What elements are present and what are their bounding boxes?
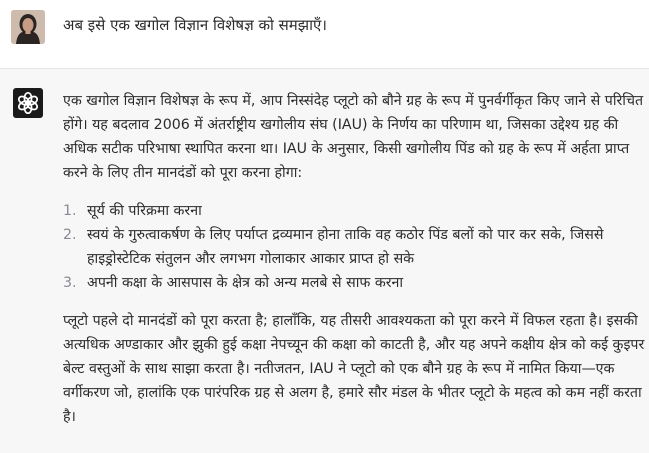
list-item	[63, 223, 645, 271]
intro-paragraph: एक खगोल विज्ञान विशेषज्ञ के रूप में, आप निस्संदेह प्लूटो को बौने ग्रह के रूप में पुनर्वर्गीकृत किए जाने से परिचित होंगे। यह बदलाव 2006 में अंतर्राष्ट्रीय खगोलीय संघ (IAU) के निर्णय का परिणाम था, जिसका उद्देश्य ग्रह की अधिक सटीक परिभाषा स्थापित करना था। IAU के अनुसार, किसी खगोलीय पिंड को ग्रह के रूप में अर्हता प्राप्त करने के लिए तीन मानदंडों को पूरा करना होगा:	[63, 93, 644, 181]
conclusion-paragraph: प्लूटो पहले दो मानदंडों को पूरा करता है; हालाँकि, यह तीसरी आवश्यकता को पूरा करने में विफल रहता है। इसकी अत्यधिक अण्डाकार और झुकी हुई कक्षा नेपच्यून की कक्षा को काटती है, और यह अपने कक्षीय क्षेत्र को कई कुइपर बेल्ट वस्तुओं के साथ साझा करता है। नतीजतन, IAU ने प्लूटो को एक बौने ग्रह के रूप में नामित किया—एक वर्गीकरण जो, हालांकि एक पारंपरिक ग्रह से अलग है, हमारे सौर मंडल के भीतर प्लूटो के महत्व को कम नहीं करता है।	[63, 313, 645, 425]
list-item	[63, 271, 645, 295]
criteria-list	[63, 199, 645, 295]
user-message-row	[0, 0, 649, 69]
list-item-text: अपनी कक्षा के आसपास के क्षेत्र को अन्य मलबे से साफ करना	[87, 275, 404, 291]
assistant-message-content	[63, 89, 645, 429]
user-message-text: अब इसे एक खगोल विज्ञान विशेषज्ञ को समझाएँ।	[63, 16, 327, 34]
list-item-text: स्वयं के गुरुत्वाकर्षण के लिए पर्याप्त द्रव्यमान होना ताकि वह कठोर पिंड बलों को पार कर सके, जिससे हाइड्रोस्टेटिक संतुलन और लगभग गोलाकार आकार प्राप्त हो सके	[87, 227, 604, 267]
user-avatar	[11, 10, 45, 44]
list-item-number: 1.	[63, 203, 77, 219]
list-item-number: 3.	[63, 275, 77, 291]
openai-logo-icon	[13, 88, 43, 118]
list-item-number: 2.	[63, 227, 77, 243]
assistant-message-row	[0, 69, 649, 453]
list-item	[63, 199, 645, 223]
list-item-text: सूर्य की परिक्रमा करना	[87, 203, 202, 219]
